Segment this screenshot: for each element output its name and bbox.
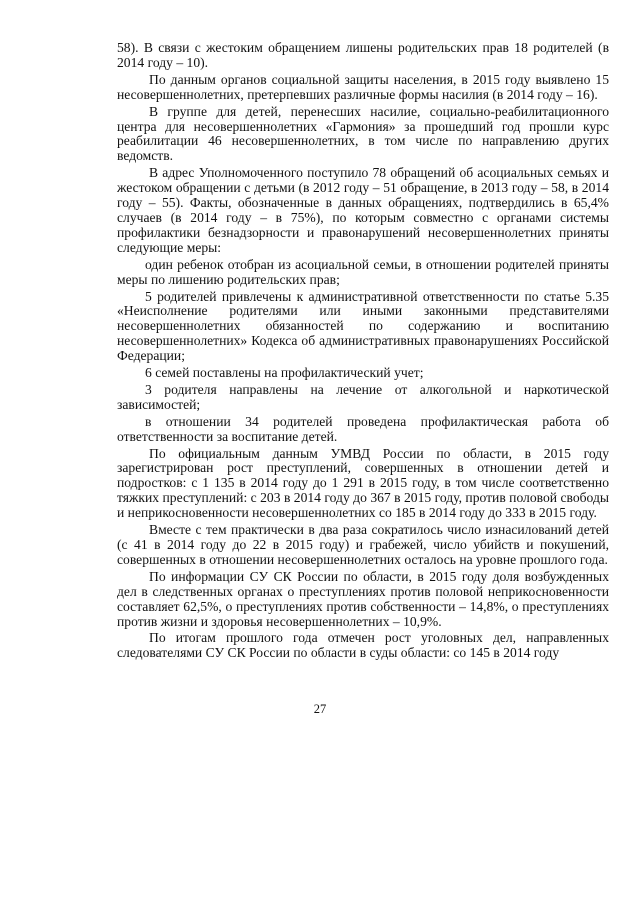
paragraph: Вместе с тем практически в два раза сократилось число изнасилований детей (с 41 в 2014 году до 22 в 2015 году) и грабежей, число убийств и покушений, совершенных в отношении несовершеннолетних осталось на уровне прошлого года. [117,522,609,567]
paragraph: 58). В связи с жестоким обращением лишены родительских прав 18 родителей (в 2014 году – 10). [117,40,609,70]
paragraph: По данным органов социальной защиты населения, в 2015 году выявлено 15 несовершеннолетних, претерпевших различные формы насилия (в 2014 году – 16). [117,71,609,102]
paragraph: По итогам прошлого года отмечен рост уголовных дел, направленных следователями СУ СК России по области в суды области: со 145 в 2014 году [117,630,609,661]
list-item: 6 семей поставлены на профилактический учет; [145,365,424,381]
list-item: 5 родителей привлечены к административной ответственности по статье 5.35 «Неисполнение родителями или иными законными представителями несовершеннолетних обязанностей по содержанию и воспитанию несовершеннолетних» Кодекса об административных правонарушениях Российской Федерации; [117,288,609,364]
paragraph: В группе для детей, перенесших насилие, социально-реабилитационного центра для несовершеннолетних «Гармония» за прошедший год прошли курс реабилитации 46 несовершеннолетних, в том числе по направлению других ведомств. [117,103,609,164]
list-item: один ребенок отобран из асоциальной семьи, в отношении родителей приняты меры по лишению родительских прав; [117,256,609,287]
paragraph: По официальным данным УМВД России по области, в 2015 году зарегистрирован рост преступлений, совершенных в отношении детей и подростков: с 1 135 в 2014 году до 1 291 в 2015 году, в том числе соответственно тяжких преступлений: с 203 в 2014 году до 367 в 2015 году, против половой свободы и неприкосновенности несовершеннолетних со 185 в 2014 году до 333 в 2015 году. [117,445,609,521]
body-text [117,41,609,663]
paragraph: По информации СУ СК России по области, в 2015 году доля возбужденных дел в следственных органах о преступлениях против половой неприкосновенности составляет 62,5%, о преступлениях против собственности – 14,8%, о преступлениях против жизни и здоровья несовершеннолетних – 10,9%. [117,568,609,629]
list-item: 3 родителя направлены на лечение от алкогольной и наркотической зависимостей; [117,381,609,412]
list-item: в отношении 34 родителей проведена профилактическая работа об ответственности за воспитание детей. [117,413,609,444]
paragraph: В адрес Уполномоченного поступило 78 обращений об асоциальных семьях и жестоком обращении с детьми (в 2012 году – 51 обращение, в 2013 году – 58, в 2014 году – 55). Факты, обозначенные в данных обращениях, подтвердились в 65,4% случаев (в 2014 году – в 75%), по которым совместно с органами системы профилактики безнадзорности и правонарушений несовершеннолетних приняты следующие меры: [117,165,609,255]
page-number: 27 [313,702,327,716]
